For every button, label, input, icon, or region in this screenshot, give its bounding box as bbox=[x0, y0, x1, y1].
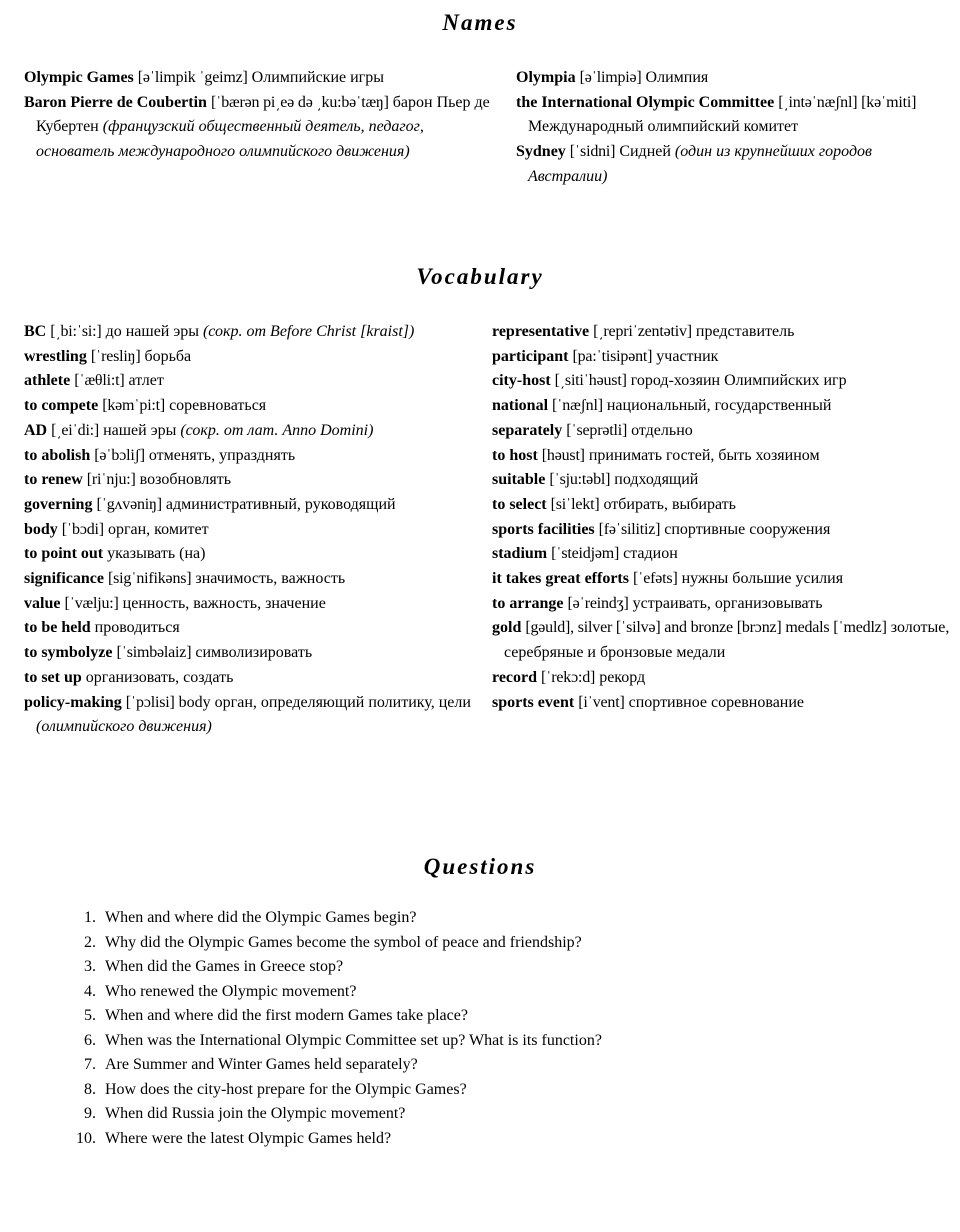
glossary-entry bbox=[24, 691, 494, 740]
glossary-entry bbox=[24, 468, 494, 493]
entry-note: (французский общественный деятель, педагог, основатель международного олимпийского движения) bbox=[36, 118, 424, 161]
question-item bbox=[50, 1127, 670, 1152]
entry-transcription: [əˈlimpiə] bbox=[579, 69, 642, 86]
entry-transcription: [ˈbærən pi͵eə də ͵ku:bəˈtæŋ] bbox=[210, 93, 389, 111]
entry-term: Olympic Games bbox=[24, 69, 134, 86]
question-text: When did Russia join the Olympic movement? bbox=[105, 1105, 406, 1122]
entry-term: AD bbox=[24, 421, 48, 439]
glossary-entry bbox=[24, 518, 494, 543]
glossary-entry bbox=[516, 140, 946, 189]
glossary-entry bbox=[24, 419, 494, 444]
entry-term: governing bbox=[24, 495, 93, 513]
entry-definition: нашей эры bbox=[103, 421, 177, 439]
question-text: When did the Games in Greece stop? bbox=[105, 958, 344, 975]
entry-definition: отбирать, выбирать bbox=[603, 495, 736, 513]
entry-transcription: [ˈseprətli] bbox=[566, 421, 628, 439]
entry-term: participant bbox=[492, 347, 569, 365]
glossary-entry bbox=[24, 394, 494, 419]
entry-definition: указывать (на) bbox=[107, 545, 206, 563]
question-item bbox=[50, 1078, 670, 1103]
entry-note: (олимпийского движения) bbox=[36, 718, 212, 736]
entry-term: record bbox=[492, 668, 538, 686]
entry-transcription: [kəmˈpi:t] bbox=[102, 397, 166, 415]
entry-term: value bbox=[24, 594, 61, 612]
question-text: Who renewed the Olympic movement? bbox=[105, 982, 357, 1000]
question-number: 10. bbox=[76, 1129, 96, 1147]
entry-transcription: [ˈresliŋ] bbox=[90, 347, 141, 365]
entry-definition: представитель bbox=[695, 323, 795, 340]
question-text: Are Summer and Winter Games held separately? bbox=[105, 1056, 418, 1073]
vocabulary-left-column bbox=[24, 320, 494, 740]
entry-definition: значимость, важность bbox=[195, 570, 346, 588]
entry-note: (сокр. от лат. Anno Domini) bbox=[180, 421, 374, 439]
glossary-entry bbox=[492, 666, 952, 691]
entry-transcription: [siˈlekt] bbox=[550, 495, 600, 513]
entry-definition: соревноваться bbox=[169, 397, 267, 415]
glossary-entry bbox=[492, 592, 952, 617]
entry-term: policy-making bbox=[24, 693, 122, 711]
entry-term: body bbox=[24, 520, 58, 538]
glossary-entry bbox=[24, 666, 494, 691]
entry-term: to point out bbox=[24, 545, 104, 563]
names-heading: Names bbox=[442, 10, 518, 35]
entry-definition: Олимпия bbox=[645, 69, 709, 86]
entry-term: sports event bbox=[492, 693, 575, 711]
question-item bbox=[50, 906, 670, 931]
entry-term: it takes great efforts bbox=[492, 570, 629, 588]
entry-transcription: [iˈvent] bbox=[578, 693, 625, 711]
entry-term: to select bbox=[492, 495, 547, 513]
entry-term: wrestling bbox=[24, 347, 87, 365]
entry-definition: организовать, создать bbox=[85, 668, 234, 686]
glossary-entry bbox=[516, 66, 946, 91]
entry-term: to arrange bbox=[492, 594, 564, 612]
glossary-entry bbox=[492, 345, 952, 370]
question-item bbox=[50, 1102, 670, 1127]
glossary-entry bbox=[24, 369, 494, 394]
question-item bbox=[50, 1053, 670, 1078]
entry-term: city-host bbox=[492, 372, 551, 390]
entry-term: suitable bbox=[492, 471, 546, 489]
entry-term: to compete bbox=[24, 397, 99, 415]
glossary-entry bbox=[24, 345, 494, 370]
entry-term: to be held bbox=[24, 619, 91, 637]
entry-definition: принимать гостей, быть хозяином bbox=[588, 446, 820, 464]
glossary-entry bbox=[492, 419, 952, 444]
question-number: 2. bbox=[84, 933, 96, 951]
entry-definition: до нашей эры bbox=[105, 323, 199, 340]
entry-transcription: [pa:ˈtisipənt] bbox=[572, 347, 653, 365]
question-item bbox=[50, 1029, 670, 1054]
entry-term: gold bbox=[492, 619, 522, 637]
glossary-entry bbox=[492, 542, 952, 567]
glossary-entry bbox=[492, 518, 952, 543]
question-number: 1. bbox=[84, 909, 96, 926]
entry-definition: проводиться bbox=[94, 619, 180, 637]
entry-definition: город-хозяин Олимпийских игр bbox=[630, 372, 847, 390]
entry-transcription: [ˈgʌvəniŋ] bbox=[96, 495, 162, 513]
glossary-entry bbox=[24, 493, 494, 518]
entry-term: Olympia bbox=[516, 69, 576, 86]
entry-term: to host bbox=[492, 446, 538, 464]
names-right-column bbox=[516, 66, 946, 190]
entry-term: stadium bbox=[492, 545, 548, 563]
entry-definition: возобновлять bbox=[139, 471, 232, 489]
question-text: How does the city-host prepare for the Olympic Games? bbox=[105, 1080, 467, 1098]
entry-definition: барон Пьер де Кубертен bbox=[36, 93, 490, 136]
entry-transcription: [sigˈnifikəns] bbox=[108, 570, 192, 588]
entry-transcription: [fəˈsilitiz] bbox=[598, 520, 661, 538]
question-number: 6. bbox=[84, 1031, 96, 1049]
entry-transcription: [ˈrekɔ:d] bbox=[541, 668, 596, 686]
entry-term: Sydney bbox=[516, 143, 566, 161]
question-number: 3. bbox=[84, 958, 96, 975]
question-text: When and where did the first modern Games take place? bbox=[105, 1007, 468, 1024]
entry-transcription: [͵repriˈzentətiv] bbox=[593, 323, 692, 340]
entry-definition: участник bbox=[656, 347, 719, 365]
question-item bbox=[50, 1004, 670, 1029]
entry-transcription: [͵bi:ˈsi:] bbox=[50, 323, 102, 340]
question-number: 8. bbox=[84, 1080, 96, 1098]
question-text: Why did the Olympic Games become the symbol of peace and friendship? bbox=[105, 933, 582, 951]
glossary-entry bbox=[24, 320, 494, 345]
entry-definition: золотые, серебряные и бронзовые медали bbox=[504, 619, 950, 662]
entry-definition: отдельно bbox=[631, 421, 693, 439]
question-text: When and where did the Olympic Games begin? bbox=[105, 909, 417, 926]
entry-term: national bbox=[492, 397, 549, 415]
entry-term: to symbolyze bbox=[24, 644, 113, 662]
questions-heading: Questions bbox=[423, 854, 537, 879]
entry-definition: ценность, важность, значение bbox=[122, 594, 326, 612]
entry-definition: Международный олимпийский комитет bbox=[528, 118, 799, 136]
question-text: When was the International Olympic Committee set up? What is its function? bbox=[105, 1031, 602, 1049]
entry-definition: спортивные сооружения bbox=[664, 520, 831, 538]
entry-transcription: [əˈlimpik ˈgeimz] bbox=[137, 69, 248, 86]
entry-transcription: [ˈnæʃnl] bbox=[552, 397, 603, 415]
entry-definition: символизировать bbox=[195, 644, 313, 662]
glossary-entry bbox=[24, 444, 494, 469]
entry-note: (сокр. от Before Christ [kraist]) bbox=[202, 323, 415, 340]
vocabulary-right-column bbox=[492, 320, 952, 715]
question-item bbox=[50, 931, 670, 956]
glossary-entry bbox=[492, 567, 952, 592]
entry-term: to set up bbox=[24, 668, 82, 686]
entry-definition: устраивать, организовывать bbox=[632, 594, 823, 612]
glossary-entry bbox=[492, 394, 952, 419]
glossary-entry bbox=[492, 444, 952, 469]
glossary-entry bbox=[24, 592, 494, 617]
glossary-entry bbox=[492, 320, 952, 345]
entry-term: Baron Pierre de Coubertin bbox=[24, 93, 207, 111]
glossary-entry bbox=[492, 691, 952, 716]
vocabulary-heading: Vocabulary bbox=[416, 264, 544, 289]
entry-transcription: [ˈpɔlisi] bbox=[125, 693, 175, 711]
entry-transcription: [əˈbɔliʃ] bbox=[94, 446, 145, 464]
entry-term: significance bbox=[24, 570, 104, 588]
entry-definition: национальный, государственный bbox=[606, 397, 832, 415]
entry-definition: нужны большие усилия bbox=[681, 570, 844, 588]
glossary-entry bbox=[492, 616, 952, 665]
glossary-entry bbox=[24, 542, 494, 567]
entry-term: BC bbox=[24, 323, 47, 340]
entry-definition: Сидней bbox=[619, 143, 671, 161]
entry-transcription: [ˈæθli:t] bbox=[74, 372, 125, 390]
question-item bbox=[50, 955, 670, 980]
entry-definition: атлет bbox=[128, 372, 164, 390]
entry-definition: спортивное соревнование bbox=[628, 693, 805, 711]
entry-transcription: [͵eiˈdi:] bbox=[51, 421, 100, 439]
entry-transcription: [əˈreindʒ] bbox=[567, 594, 629, 612]
question-text: Where were the latest Olympic Games held? bbox=[105, 1129, 392, 1147]
names-left-column bbox=[24, 66, 502, 165]
entry-transcription: [riˈnju:] bbox=[86, 471, 136, 489]
glossary-entry bbox=[24, 91, 502, 165]
entry-transcription: [ˈsju:təbl] bbox=[549, 471, 611, 489]
glossary-entry bbox=[24, 616, 494, 641]
glossary-entry bbox=[516, 91, 946, 140]
entry-definition: орган, комитет bbox=[107, 520, 209, 538]
entry-term: to renew bbox=[24, 471, 83, 489]
questions-list bbox=[50, 906, 670, 1151]
entry-note: (один из крупнейших городов Австралии) bbox=[528, 143, 872, 185]
glossary-entry bbox=[492, 468, 952, 493]
entry-definition: отменять, упразднять bbox=[148, 446, 296, 464]
entry-term: representative bbox=[492, 323, 590, 340]
entry-transcription: [ˈvælju:] bbox=[64, 594, 119, 612]
entry-transcription: [həust] bbox=[541, 446, 585, 464]
glossary-entry bbox=[24, 641, 494, 666]
glossary-entry bbox=[24, 66, 502, 91]
entry-transcription: [͵intəˈnæʃnl] [kəˈmiti] bbox=[778, 93, 917, 111]
entry-definition: рекорд bbox=[599, 668, 646, 686]
entry-definition: подходящий bbox=[614, 471, 699, 489]
entry-term: the International Olympic Committee bbox=[516, 93, 775, 111]
entry-transcription: [gəuld], silver [ˈsilvə] and bronze [brɔnz] medals [ˈmedlz] bbox=[525, 619, 887, 637]
entry-transcription: [͵sitiˈhəust] bbox=[554, 372, 627, 390]
question-number: 4. bbox=[84, 982, 96, 1000]
question-number: 5. bbox=[84, 1007, 96, 1024]
entry-transcription: [ˈsidni] bbox=[569, 143, 616, 161]
glossary-entry bbox=[492, 369, 952, 394]
entry-transcription: [ˈefəts] bbox=[632, 570, 678, 588]
entry-transcription: [ˈsimbəlaiz] bbox=[116, 644, 192, 662]
glossary-entry bbox=[24, 567, 494, 592]
entry-term: separately bbox=[492, 421, 563, 439]
question-number: 7. bbox=[84, 1056, 96, 1073]
entry-definition: административный, руководящий bbox=[165, 495, 396, 513]
entry-transcription: [ˈbɔdi] bbox=[61, 520, 104, 538]
entry-transcription: [ˈsteidjəm] bbox=[551, 545, 620, 563]
question-item bbox=[50, 980, 670, 1005]
glossary-entry bbox=[492, 493, 952, 518]
entry-term: athlete bbox=[24, 372, 71, 390]
entry-definition: Олимпийские игры bbox=[251, 69, 384, 86]
entry-definition: стадион bbox=[623, 545, 678, 563]
entry-definition: body орган, определяющий политику, цели bbox=[178, 693, 471, 711]
entry-term: sports facilities bbox=[492, 520, 595, 538]
entry-definition: борьба bbox=[144, 347, 192, 365]
question-number: 9. bbox=[84, 1105, 96, 1122]
entry-term: to abolish bbox=[24, 446, 91, 464]
